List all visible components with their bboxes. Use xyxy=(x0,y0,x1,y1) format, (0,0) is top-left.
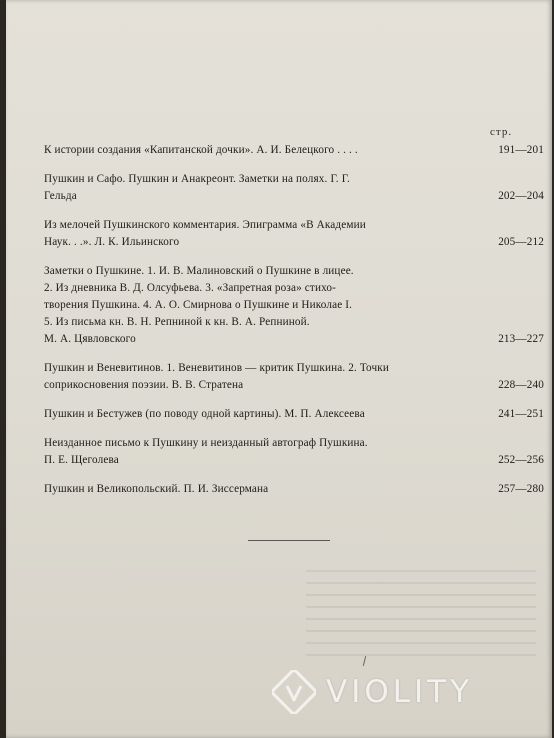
toc-entry xyxy=(44,263,544,348)
toc-entry-text: 5. Из письма кн. В. Н. Репниной к кн. В. А. Репниной. xyxy=(44,316,310,328)
toc-entry-pages: 228—240 xyxy=(498,379,544,391)
toc-entry-text: Пушкин и Веневитинов. 1. Веневитинов — критик Пушкина. 2. Точки xyxy=(44,362,389,374)
toc-entry-text: 2. Из дневника В. Д. Олсуфьева. 3. «Запретная роза» стихо- xyxy=(44,282,337,294)
toc-entry-text: Гельда xyxy=(44,190,77,202)
watermark-text: VIOLITY xyxy=(326,674,474,710)
toc-entry xyxy=(44,435,544,469)
toc-entry-text: Наук. . .». Л. К. Ильинского xyxy=(44,236,180,248)
watermark xyxy=(272,668,542,716)
book-page xyxy=(6,0,552,738)
toc-entry-text: Неизданное письмо к Пушкину и неизданный автограф Пушкина. xyxy=(44,437,368,449)
toc-entry-pages: 213—227 xyxy=(498,333,544,345)
toc-entry-pages: 191—201 xyxy=(498,144,544,156)
toc-entry xyxy=(44,481,544,498)
toc-entry-pages: 205—212 xyxy=(498,236,544,248)
toc-entry-pages: 202—204 xyxy=(498,190,544,202)
toc-entry-text: К истории создания «Капитанской дочки». А. И. Белецкого . . . . xyxy=(44,144,358,156)
toc-entry xyxy=(44,406,544,423)
toc-entry-pages: 241—251 xyxy=(498,408,544,420)
toc-entry-text: соприкосновения поэзии. В. В. Стратена xyxy=(44,379,244,391)
toc-entry xyxy=(44,217,544,251)
toc-entry-text: Из мелочей Пушкинского комментария. Эпиграмма «В Академии xyxy=(44,219,366,231)
toc-entry-text: творения Пушкина. 4. А. О. Смирнова о Пушкине и Николае I. xyxy=(44,299,353,311)
show-through-text xyxy=(306,570,536,660)
toc-entry xyxy=(44,360,544,394)
table-of-contents xyxy=(44,142,544,510)
violity-logo-icon xyxy=(272,670,316,714)
toc-entry-text: Пушкин и Сафо. Пушкин и Анакреонт. Заметки на полях. Г. Г. xyxy=(44,173,350,185)
toc-entry xyxy=(44,142,544,159)
toc-entry-text: П. Е. Щеголева xyxy=(44,454,119,466)
toc-entry-pages: 252—256 xyxy=(498,454,544,466)
pages-column-header: стр. xyxy=(490,126,513,138)
toc-entry-text: Заметки о Пушкине. 1. И. В. Малиновский о Пушкине в лицее. xyxy=(44,265,354,277)
toc-entry-text: М. А. Цявловского xyxy=(44,333,136,345)
toc-entry-text: Пушкин и Великопольский. П. И. Зиссермана xyxy=(44,483,269,495)
section-divider xyxy=(248,540,330,541)
toc-entry xyxy=(44,171,544,205)
toc-entry-text: Пушкин и Бестужев (по поводу одной картины). М. П. Алексеева xyxy=(44,408,365,420)
toc-entry-pages: 257—280 xyxy=(498,483,544,495)
